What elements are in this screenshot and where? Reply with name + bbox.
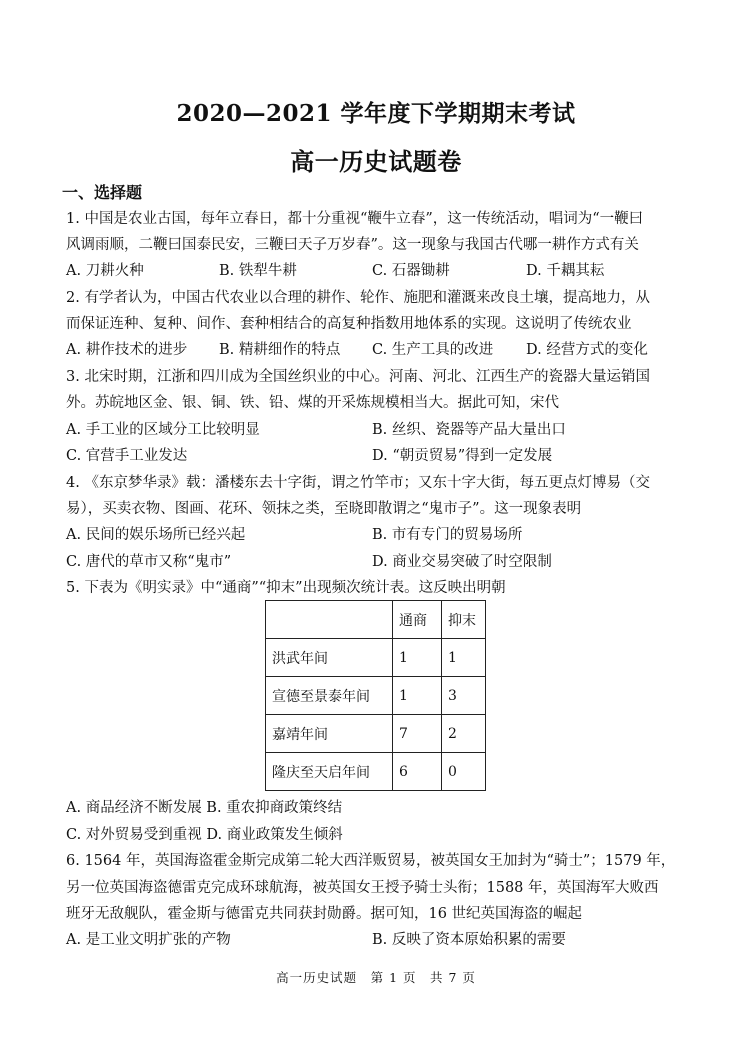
question-1-line-1: 1. 中国是农业古国，每年立春日，都十分重视“鞭牛立春”，这一传统活动，唱词为“一鞭曰 — [66, 211, 644, 227]
table-cell: 2 — [442, 715, 486, 753]
table-header-row — [266, 601, 486, 639]
table-cell: 1 — [393, 677, 442, 715]
question-2-option-b: B. 精耕细作的特点 — [219, 342, 341, 358]
exam-subtitle: 高一历史试题卷 — [290, 147, 462, 176]
page-footer: 高一历史试题 第 1 页 共 7 页 — [276, 970, 476, 985]
question-5-options-line-2: C. 对外贸易受到重视 D. 商业政策发生倾斜 — [66, 827, 343, 843]
table-cell: 3 — [442, 677, 486, 715]
question-6-line-1: 6. 1564 年，英国海盗霍金斯完成第二轮大西洋贩贸易，被英国女王加封为“骑士”；1579 年， — [66, 853, 676, 869]
question-4-option-a: A. 民间的娱乐场所已经兴起 — [66, 527, 246, 543]
table-header-cell: 抑末 — [442, 601, 486, 639]
question-3-line-2: 外。苏皖地区金、银、铜、铁、铅、煤的开采炼规模相当大。据此可知，宋代 — [66, 395, 559, 411]
table-header-cell: 通商 — [393, 601, 442, 639]
table-row — [266, 639, 486, 677]
question-5-line-1: 5. 下表为《明实录》中“通商”“抑末”出现频次统计表。这反映出明朝 — [66, 580, 506, 596]
question-4-line-2: 易），买卖衣物、图画、花环、领抹之类，至晓即散谓之“鬼市子”。这一现象表明 — [66, 501, 582, 517]
question-5-options-line-1: A. 商品经济不断发展 B. 重农抑商政策终结 — [66, 800, 343, 816]
table-cell: 1 — [393, 639, 442, 677]
question-4-option-d: D. 商业交易突破了时空限制 — [372, 554, 552, 570]
question-1-option-c: C. 石器锄耕 — [372, 263, 450, 279]
question-2-line-2: 而保证连种、复种、间作、套种相结合的高复种指数用地体系的实现。这说明了传统农业 — [66, 316, 632, 332]
question-1-line-2: 风调雨顺，二鞭曰国泰民安，三鞭曰天子万岁春”。这一现象与我国古代哪一耕作方式有关 — [66, 237, 639, 253]
table-row — [266, 715, 486, 753]
table-row — [266, 677, 486, 715]
question-2-option-c: C. 生产工具的改进 — [372, 342, 494, 358]
table-cell: 1 — [442, 639, 486, 677]
question-6-option-a: A. 是工业文明扩张的产物 — [66, 932, 231, 948]
question-4-line-1: 4. 《东京梦华录》载：潘楼东去十字街，谓之竹竿市；又东十字大街，每五更点灯博易（交 — [66, 475, 650, 491]
table-row — [266, 753, 486, 791]
question-4-option-c: C. 唐代的草市又称“鬼市” — [66, 554, 232, 570]
question-3-option-c: C. 官营手工业发达 — [66, 448, 188, 464]
table-cell: 隆庆至天启年间 — [266, 753, 393, 791]
question-3-option-a: A. 手工业的区域分工比较明显 — [66, 422, 260, 438]
frequency-table — [265, 600, 486, 791]
question-2-option-d: D. 经营方式的变化 — [526, 342, 648, 358]
table-header-cell — [266, 601, 393, 639]
question-1-option-b: B. 铁犁牛耕 — [219, 263, 297, 279]
table-cell: 0 — [442, 753, 486, 791]
question-6-line-2: 另一位英国海盗德雷克完成环球航海，被英国女王授予骑士头衔；1588 年，英国海军大败西 — [66, 880, 659, 896]
question-4-option-b: B. 市有专门的贸易场所 — [372, 527, 523, 543]
question-6-line-3: 班牙无敌舰队，霍金斯与德雷克共同获封勋爵。据可知，16 世纪英国海盗的崛起 — [66, 906, 583, 922]
question-6-option-b: B. 反映了资本原始积累的需要 — [372, 932, 566, 948]
question-1-option-d: D. 千耦其耘 — [526, 263, 605, 279]
table-cell: 7 — [393, 715, 442, 753]
table-cell: 嘉靖年间 — [266, 715, 393, 753]
question-2-option-a: A. 耕作技术的进步 — [66, 342, 188, 358]
question-1-option-a: A. 刀耕火种 — [66, 263, 144, 279]
question-3-option-b: B. 丝织、瓷器等产品大量出口 — [372, 422, 566, 438]
table-cell: 宣德至景泰年间 — [266, 677, 393, 715]
question-2-line-1: 2. 有学者认为，中国古代农业以合理的耕作、轮作、施肥和灌溉来改良土壤，提高地力，从 — [66, 290, 650, 306]
table-cell: 6 — [393, 753, 442, 791]
table-cell: 洪武年间 — [266, 639, 393, 677]
question-3-option-d: D. “朝贡贸易”得到一定发展 — [372, 448, 553, 464]
question-3-line-1: 3. 北宋时期，江浙和四川成为全国丝织业的中心。河南、河北、江西生产的瓷器大量运销国 — [66, 369, 650, 385]
exam-title: 2020—2021 学年度下学期期末考试 — [176, 100, 576, 127]
section-title: 一、选择题 — [62, 183, 143, 202]
